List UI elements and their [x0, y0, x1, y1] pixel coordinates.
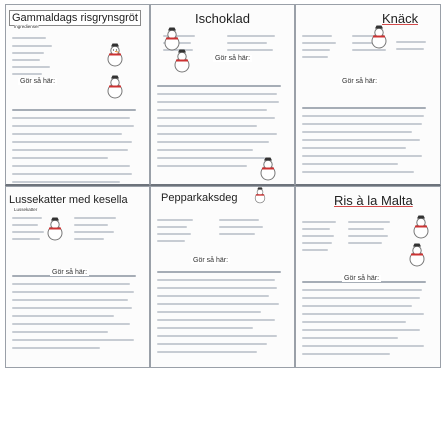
recipe-text — [157, 211, 288, 361]
recipe-card-grid — [5, 4, 441, 440]
snowman-icon — [408, 215, 434, 241]
method-label: Gör så här: — [344, 275, 380, 282]
snowman-icon — [102, 75, 128, 101]
method-label: Gör så här: — [342, 78, 378, 85]
snowman-icon — [255, 157, 281, 183]
snowman-icon — [404, 243, 430, 269]
recipe-card-ris-a-la-malta[interactable] — [295, 186, 441, 368]
method-label: Gör så här: — [215, 55, 251, 62]
recipe-title: Ris à la Malta — [334, 193, 413, 208]
snowman-icon — [102, 43, 128, 69]
snowman-icon — [251, 187, 269, 205]
recipe-title: Pepparkaksdeg — [161, 192, 238, 204]
method-label: Gör så här: — [193, 257, 229, 264]
recipe-text — [302, 29, 434, 178]
recipe-card-pepparkaksdeg[interactable] — [150, 186, 295, 368]
recipe-card-gammaldags-risgrynsgrot[interactable] — [5, 4, 150, 186]
recipe-card-knack[interactable] — [295, 4, 441, 186]
recipe-card-ischoklad[interactable] — [150, 4, 295, 186]
snowman-icon — [169, 49, 195, 75]
method-label: Gör så här: — [52, 269, 88, 276]
snowman-icon — [42, 217, 68, 243]
recipe-title: Ischoklad — [157, 11, 288, 26]
ingredients-label: Lussekatter — [14, 207, 38, 212]
ingredients-label: Ingredienser — [14, 24, 40, 29]
recipe-card-lussekatter-med-kesella[interactable] — [5, 186, 150, 368]
method-label: Gör så här: — [20, 78, 56, 85]
recipe-title: Knäck — [382, 11, 419, 26]
recipe-title: Gammaldags risgrynsgröt — [9, 10, 141, 26]
recipe-text — [12, 211, 143, 361]
recipe-title: Lussekatter med kesella — [9, 194, 128, 206]
snowman-icon — [366, 25, 392, 51]
